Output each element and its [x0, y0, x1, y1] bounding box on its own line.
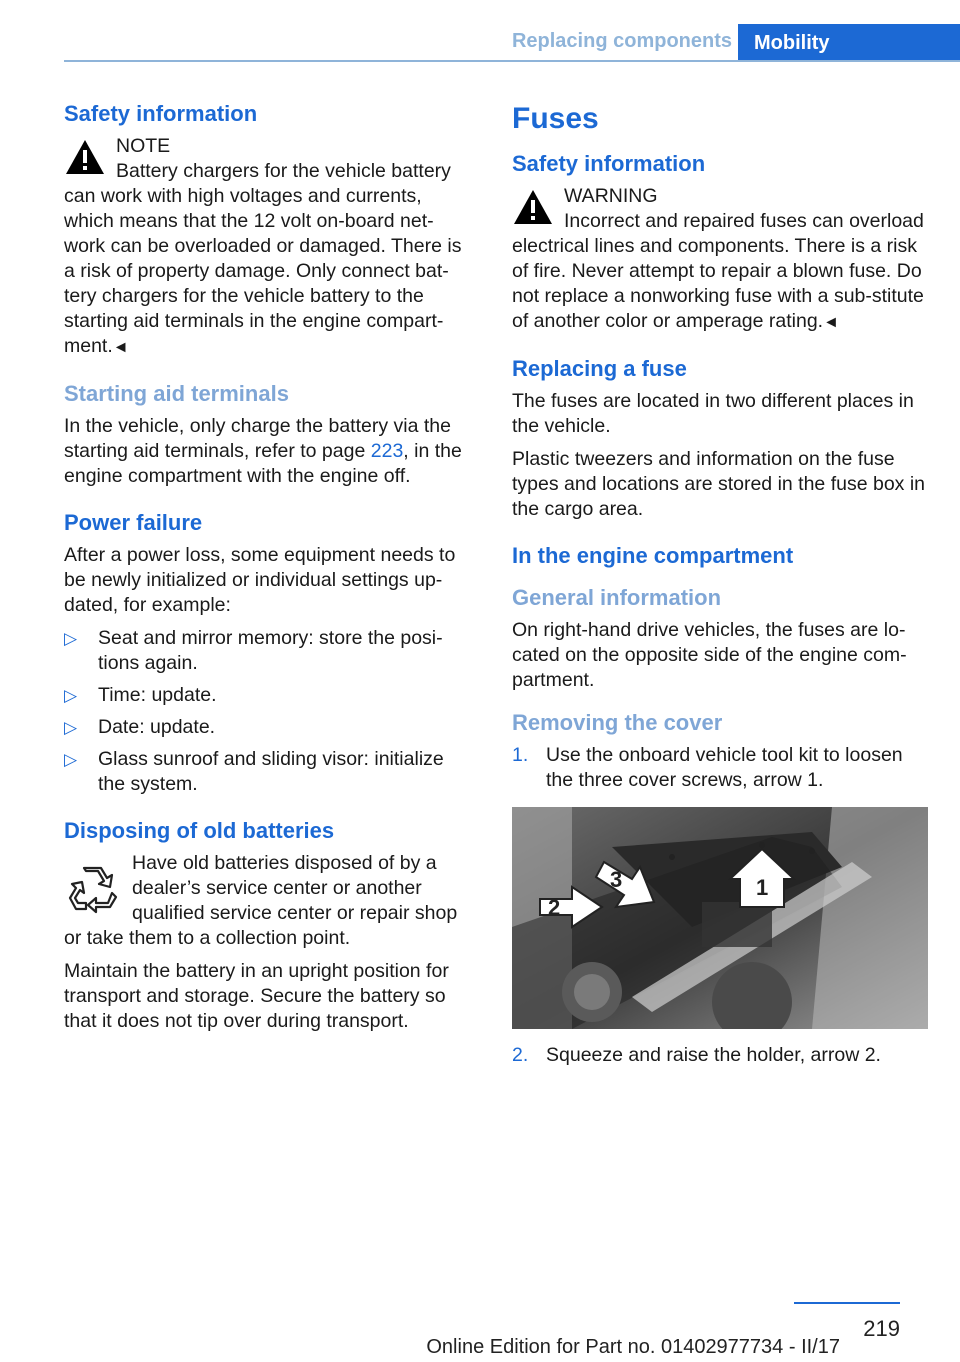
step-item	[512, 1043, 930, 1068]
page-reference-link[interactable]: 223	[370, 440, 404, 462]
power-failure-heading: Power failure	[64, 510, 203, 535]
disposal-text: Have old batteries disposed of by a dealer’s service center or another qualified service center or repair shop or take them to a collection point.	[64, 852, 458, 949]
engine-compartment-photo	[512, 807, 928, 1029]
right-column	[512, 100, 930, 1076]
step-text: Use the onboard vehicle tool kit to loosen the three cover screws, arrow 1.	[546, 744, 903, 791]
engine-compartment-section	[512, 542, 930, 1068]
note-label: NOTE	[116, 135, 171, 157]
list-item	[64, 747, 474, 797]
terminals-heading: Starting aid terminals	[64, 381, 289, 406]
safety-section	[64, 100, 474, 360]
list-item	[64, 683, 474, 708]
list-item-text: Time: update.	[98, 684, 217, 706]
disposal-text-2: Maintain the battery in an upright position for transport and storage. Secure the battery so that it does not tip over during transport.	[64, 960, 449, 1032]
list-item-text: Glass sunroof and sliding visor: initialize the system.	[98, 748, 444, 795]
replacing-fuse-text-2: Plastic tweezers and information on the fuse types and locations are stored in the fuse box in the cargo area.	[512, 448, 926, 520]
step-text: Squeeze and raise the holder, arrow 2.	[546, 1044, 881, 1066]
warning-triangle-icon	[64, 138, 106, 176]
terminals-text	[64, 414, 474, 489]
step-number: 1.	[512, 744, 529, 766]
power-failure-intro: After a power loss, some equipment needs to be newly initialized or individual settings up-dated, for example:	[64, 544, 456, 616]
disposal-section	[64, 817, 474, 1034]
removal-steps	[512, 743, 930, 793]
bullet-icon: ▷	[64, 686, 78, 705]
bullet-icon: ▷	[64, 718, 78, 737]
list-item-text: Seat and mirror memory: store the posi-tions again.	[98, 627, 443, 674]
power-failure-list	[64, 626, 474, 797]
warning-box	[512, 184, 930, 335]
header-chapter-tab[interactable]: Mobility	[738, 24, 960, 62]
arrow-label-1: 1	[756, 875, 769, 900]
note-text: Battery chargers for the vehicle battery can work with high voltages and currents, which means that the 12 volt on-board net-work can be overloaded or damaged. There is a risk of property damage. Only connect bat-tery chargers for the vehicle battery to the starting aid terminals in the engine compart-ment.	[64, 160, 462, 357]
terminals-text-end: , in the engine compartment with the engine off.	[64, 440, 462, 487]
list-item	[64, 626, 474, 676]
disposal-heading: Disposing of old batteries	[64, 818, 335, 843]
replacing-fuse-section	[512, 355, 930, 522]
bullet-icon: ▷	[64, 750, 78, 769]
general-info-heading: General information	[512, 585, 722, 610]
step-item	[512, 743, 930, 793]
page-header	[0, 24, 960, 62]
step-number: 2.	[512, 1044, 529, 1066]
header-rule	[64, 60, 960, 62]
removal-steps-continued	[512, 1043, 930, 1068]
left-column	[64, 100, 474, 1054]
footer-rule	[794, 1302, 900, 1304]
fuse-safety-heading: Safety information	[512, 151, 706, 176]
power-failure-section	[64, 509, 474, 797]
arrow-label-3: 3	[610, 867, 623, 892]
terminals-section	[64, 380, 474, 489]
page-number: 219	[863, 1316, 900, 1341]
end-mark: ◄	[823, 314, 839, 331]
warning-text: Incorrect and repaired fuses can overload electrical lines and components. There is a risk of fire. Never attempt to repair a blown fuse. Do not replace a nonworking fuse with a sub-stitute of another color or amperage rating.	[512, 210, 924, 332]
general-info-text: On right-hand drive vehicles, the fuses are lo-cated on the opposite side of the engine com-partment.	[512, 619, 907, 691]
warning-label: WARNING	[564, 185, 658, 207]
removing-cover-heading: Removing the cover	[512, 710, 723, 735]
arrow-label-2: 2	[548, 895, 561, 920]
engine-compartment-heading: In the engine compartment	[512, 543, 794, 568]
safety-heading: Safety information	[64, 101, 258, 126]
replacing-fuse-heading: Replacing a fuse	[512, 356, 687, 381]
header-section-title: Replacing components	[511, 30, 732, 52]
recycle-icon	[64, 861, 120, 917]
bullet-icon: ▷	[64, 629, 78, 648]
end-mark: ◄	[112, 339, 129, 356]
warning-triangle-icon	[512, 188, 554, 226]
fuses-title: Fuses	[512, 102, 599, 135]
note-box	[64, 134, 474, 360]
edition-text: Online Edition for Part no. 01402977734 - II/17	[426, 1336, 840, 1358]
fuse-safety-section	[512, 150, 930, 335]
terminals-text-start: In the vehicle, only charge the battery via the starting aid terminals, refer to page	[64, 415, 451, 462]
list-item	[64, 715, 474, 740]
list-item-text: Date: update.	[98, 716, 216, 738]
replacing-fuse-text-1: The fuses are located in two different places in the vehicle.	[512, 390, 914, 437]
